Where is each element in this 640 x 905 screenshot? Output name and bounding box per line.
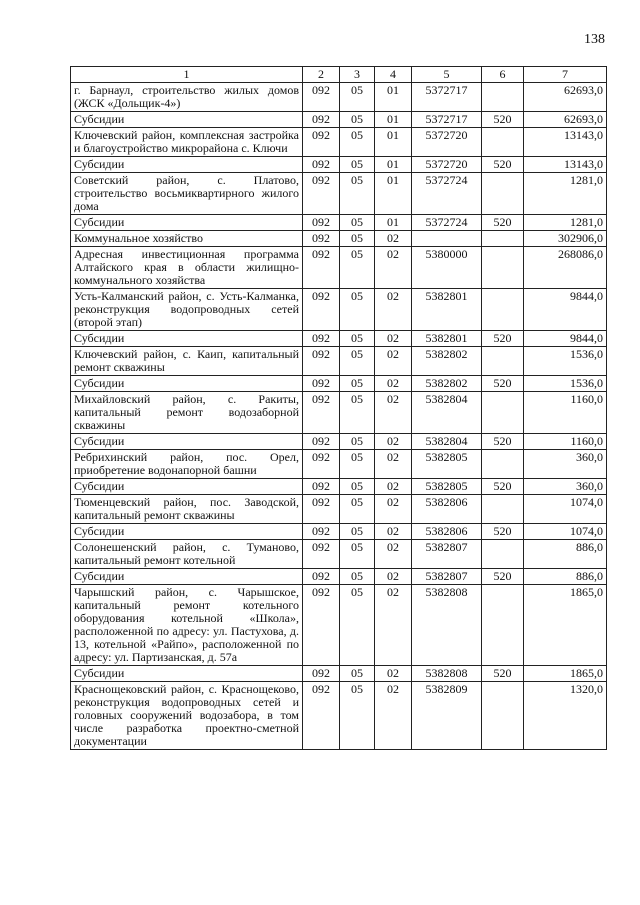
table-header-row xyxy=(71,67,607,83)
row-expense-type-cell xyxy=(482,289,524,331)
row-code-cell: 092 xyxy=(303,376,340,392)
column-header: 2 xyxy=(303,67,340,83)
row-target-item-cell: 5372724 xyxy=(412,215,482,231)
row-section-cell: 05 xyxy=(340,128,375,157)
row-amount-cell: 1865,0 xyxy=(524,585,607,666)
row-amount-cell: 1160,0 xyxy=(524,434,607,450)
row-target-item-cell: 5382808 xyxy=(412,585,482,666)
row-expense-type-cell xyxy=(482,173,524,215)
row-section-cell: 05 xyxy=(340,666,375,682)
budget-table xyxy=(70,66,607,750)
row-expense-type-cell xyxy=(482,682,524,750)
column-header: 1 xyxy=(71,67,303,83)
row-amount-cell: 1160,0 xyxy=(524,392,607,434)
table-row xyxy=(71,128,607,157)
row-subsection-cell: 02 xyxy=(375,376,412,392)
row-expense-type-cell xyxy=(482,247,524,289)
row-code-cell: 092 xyxy=(303,347,340,376)
row-description-cell: Тюменцевский район, пос. Заводской, капитальный ремонт скважины xyxy=(71,495,303,524)
row-description-cell: Субсидии xyxy=(71,666,303,682)
row-code-cell: 092 xyxy=(303,479,340,495)
row-description-cell: г. Барнаул, строительство жилых домов (ЖСК «Дольщик-4») xyxy=(71,83,303,112)
page-number: 138 xyxy=(584,32,605,47)
row-section-cell: 05 xyxy=(340,112,375,128)
row-subsection-cell: 02 xyxy=(375,666,412,682)
row-code-cell: 092 xyxy=(303,157,340,173)
table-row xyxy=(71,392,607,434)
row-subsection-cell: 02 xyxy=(375,347,412,376)
row-description-cell: Субсидии xyxy=(71,479,303,495)
table-row xyxy=(71,450,607,479)
row-expense-type-cell xyxy=(482,540,524,569)
table-row xyxy=(71,83,607,112)
row-section-cell: 05 xyxy=(340,331,375,347)
row-subsection-cell: 01 xyxy=(375,157,412,173)
row-description-cell: Ребрихинский район, пос. Орел, приобретение водонапорной башни xyxy=(71,450,303,479)
row-expense-type-cell xyxy=(482,231,524,247)
row-amount-cell: 62693,0 xyxy=(524,83,607,112)
row-section-cell: 05 xyxy=(340,231,375,247)
row-amount-cell: 62693,0 xyxy=(524,112,607,128)
row-description-cell: Субсидии xyxy=(71,112,303,128)
row-subsection-cell: 01 xyxy=(375,128,412,157)
row-target-item-cell: 5382808 xyxy=(412,666,482,682)
row-subsection-cell: 02 xyxy=(375,434,412,450)
row-expense-type-cell xyxy=(482,495,524,524)
row-amount-cell: 1865,0 xyxy=(524,666,607,682)
row-subsection-cell: 02 xyxy=(375,569,412,585)
row-target-item-cell: 5382801 xyxy=(412,331,482,347)
row-expense-type-cell xyxy=(482,83,524,112)
row-amount-cell: 13143,0 xyxy=(524,157,607,173)
row-code-cell: 092 xyxy=(303,450,340,479)
row-amount-cell: 9844,0 xyxy=(524,331,607,347)
row-description-cell: Субсидии xyxy=(71,376,303,392)
row-amount-cell: 302906,0 xyxy=(524,231,607,247)
row-code-cell: 092 xyxy=(303,585,340,666)
row-description-cell: Усть-Калманский район, с. Усть-Калманка, реконструкция водопроводных сетей (второй этап) xyxy=(71,289,303,331)
row-code-cell: 092 xyxy=(303,682,340,750)
row-amount-cell: 360,0 xyxy=(524,479,607,495)
row-expense-type-cell: 520 xyxy=(482,434,524,450)
row-amount-cell: 1281,0 xyxy=(524,215,607,231)
row-expense-type-cell: 520 xyxy=(482,376,524,392)
row-code-cell: 092 xyxy=(303,434,340,450)
table-row xyxy=(71,495,607,524)
row-section-cell: 05 xyxy=(340,434,375,450)
row-code-cell: 092 xyxy=(303,83,340,112)
row-subsection-cell: 01 xyxy=(375,112,412,128)
row-description-cell: Субсидии xyxy=(71,569,303,585)
row-description-cell: Краснощековский район, с. Краснощеково, реконструкция водопроводных сетей и головных сооружений водозабора, в том числе разработка проектно-сметной документации xyxy=(71,682,303,750)
column-header: 5 xyxy=(412,67,482,83)
row-target-item-cell: 5382806 xyxy=(412,495,482,524)
column-header: 4 xyxy=(375,67,412,83)
row-description-cell: Коммунальное хозяйство xyxy=(71,231,303,247)
row-subsection-cell: 02 xyxy=(375,495,412,524)
row-subsection-cell: 02 xyxy=(375,289,412,331)
row-description-cell: Субсидии xyxy=(71,157,303,173)
row-expense-type-cell: 520 xyxy=(482,479,524,495)
row-code-cell: 092 xyxy=(303,173,340,215)
row-target-item-cell: 5382802 xyxy=(412,376,482,392)
row-subsection-cell: 02 xyxy=(375,331,412,347)
row-amount-cell: 886,0 xyxy=(524,540,607,569)
table-row xyxy=(71,173,607,215)
row-code-cell: 092 xyxy=(303,392,340,434)
row-target-item-cell: 5382801 xyxy=(412,289,482,331)
table-row xyxy=(71,666,607,682)
row-expense-type-cell: 520 xyxy=(482,666,524,682)
row-code-cell: 092 xyxy=(303,231,340,247)
column-header: 6 xyxy=(482,67,524,83)
table-row xyxy=(71,569,607,585)
row-section-cell: 05 xyxy=(340,540,375,569)
row-expense-type-cell: 520 xyxy=(482,112,524,128)
table-row xyxy=(71,289,607,331)
row-target-item-cell: 5372717 xyxy=(412,112,482,128)
row-code-cell: 092 xyxy=(303,331,340,347)
table-row xyxy=(71,331,607,347)
column-header: 7 xyxy=(524,67,607,83)
table-row xyxy=(71,524,607,540)
column-header: 3 xyxy=(340,67,375,83)
row-code-cell: 092 xyxy=(303,215,340,231)
row-section-cell: 05 xyxy=(340,585,375,666)
row-target-item-cell xyxy=(412,231,482,247)
table-row xyxy=(71,585,607,666)
table-row xyxy=(71,479,607,495)
row-code-cell: 092 xyxy=(303,128,340,157)
row-amount-cell: 268086,0 xyxy=(524,247,607,289)
row-amount-cell: 360,0 xyxy=(524,450,607,479)
row-target-item-cell: 5382809 xyxy=(412,682,482,750)
row-section-cell: 05 xyxy=(340,173,375,215)
table-row xyxy=(71,112,607,128)
row-subsection-cell: 01 xyxy=(375,173,412,215)
table-row xyxy=(71,682,607,750)
row-amount-cell: 13143,0 xyxy=(524,128,607,157)
row-amount-cell: 1536,0 xyxy=(524,376,607,392)
row-target-item-cell: 5382805 xyxy=(412,450,482,479)
row-expense-type-cell xyxy=(482,128,524,157)
row-section-cell: 05 xyxy=(340,524,375,540)
row-subsection-cell: 02 xyxy=(375,524,412,540)
row-code-cell: 092 xyxy=(303,540,340,569)
row-amount-cell: 1074,0 xyxy=(524,495,607,524)
row-amount-cell: 9844,0 xyxy=(524,289,607,331)
row-code-cell: 092 xyxy=(303,247,340,289)
row-description-cell: Михайловский район, с. Ракиты, капитальный ремонт водозаборной скважины xyxy=(71,392,303,434)
row-code-cell: 092 xyxy=(303,289,340,331)
row-amount-cell: 1074,0 xyxy=(524,524,607,540)
row-expense-type-cell: 520 xyxy=(482,331,524,347)
row-subsection-cell: 02 xyxy=(375,450,412,479)
row-amount-cell: 886,0 xyxy=(524,569,607,585)
row-section-cell: 05 xyxy=(340,247,375,289)
row-expense-type-cell xyxy=(482,392,524,434)
row-section-cell: 05 xyxy=(340,157,375,173)
row-section-cell: 05 xyxy=(340,479,375,495)
row-code-cell: 092 xyxy=(303,524,340,540)
row-target-item-cell: 5372720 xyxy=(412,157,482,173)
row-section-cell: 05 xyxy=(340,376,375,392)
table-row xyxy=(71,157,607,173)
row-description-cell: Ключевский район, комплексная застройка и благоустройство микрорайона с. Ключи xyxy=(71,128,303,157)
row-section-cell: 05 xyxy=(340,495,375,524)
row-expense-type-cell xyxy=(482,347,524,376)
table-row xyxy=(71,434,607,450)
row-expense-type-cell: 520 xyxy=(482,157,524,173)
row-subsection-cell: 02 xyxy=(375,392,412,434)
row-subsection-cell: 02 xyxy=(375,585,412,666)
row-amount-cell: 1536,0 xyxy=(524,347,607,376)
row-subsection-cell: 02 xyxy=(375,540,412,569)
table-row xyxy=(71,247,607,289)
table-row xyxy=(71,376,607,392)
row-code-cell: 092 xyxy=(303,666,340,682)
row-target-item-cell: 5382807 xyxy=(412,540,482,569)
row-section-cell: 05 xyxy=(340,682,375,750)
row-target-item-cell: 5382802 xyxy=(412,347,482,376)
row-description-cell: Адресная инвестиционная программа Алтайского края в области жилищно-коммунального хозяйства xyxy=(71,247,303,289)
table-row xyxy=(71,231,607,247)
row-description-cell: Чарышский район, с. Чарышское, капитальный ремонт котельного оборудования котельной «Школа», расположенной по адресу: ул. Пастухова, д. 13, котельной «Райпо», расположенной по адресу: ул. Партизанская, д. 57а xyxy=(71,585,303,666)
row-description-cell: Субсидии xyxy=(71,434,303,450)
row-subsection-cell: 02 xyxy=(375,247,412,289)
row-code-cell: 092 xyxy=(303,569,340,585)
row-section-cell: 05 xyxy=(340,347,375,376)
row-expense-type-cell: 520 xyxy=(482,524,524,540)
row-amount-cell: 1320,0 xyxy=(524,682,607,750)
row-description-cell: Субсидии xyxy=(71,331,303,347)
row-target-item-cell: 5372717 xyxy=(412,83,482,112)
row-section-cell: 05 xyxy=(340,83,375,112)
row-code-cell: 092 xyxy=(303,495,340,524)
row-amount-cell: 1281,0 xyxy=(524,173,607,215)
table-row xyxy=(71,540,607,569)
row-section-cell: 05 xyxy=(340,450,375,479)
row-description-cell: Субсидии xyxy=(71,524,303,540)
row-section-cell: 05 xyxy=(340,569,375,585)
row-target-item-cell: 5380000 xyxy=(412,247,482,289)
table-row xyxy=(71,215,607,231)
row-expense-type-cell xyxy=(482,450,524,479)
row-target-item-cell: 5382805 xyxy=(412,479,482,495)
row-target-item-cell: 5382804 xyxy=(412,434,482,450)
row-subsection-cell: 02 xyxy=(375,231,412,247)
row-target-item-cell: 5372724 xyxy=(412,173,482,215)
row-subsection-cell: 01 xyxy=(375,83,412,112)
row-description-cell: Субсидии xyxy=(71,215,303,231)
row-subsection-cell: 01 xyxy=(375,215,412,231)
row-expense-type-cell xyxy=(482,585,524,666)
row-section-cell: 05 xyxy=(340,215,375,231)
table-row xyxy=(71,347,607,376)
row-target-item-cell: 5372720 xyxy=(412,128,482,157)
row-description-cell: Ключевский район, с. Каип, капитальный ремонт скважины xyxy=(71,347,303,376)
row-description-cell: Солонешенский район, с. Туманово, капитальный ремонт котельной xyxy=(71,540,303,569)
row-expense-type-cell: 520 xyxy=(482,215,524,231)
row-target-item-cell: 5382807 xyxy=(412,569,482,585)
row-target-item-cell: 5382804 xyxy=(412,392,482,434)
row-section-cell: 05 xyxy=(340,289,375,331)
row-section-cell: 05 xyxy=(340,392,375,434)
row-subsection-cell: 02 xyxy=(375,682,412,750)
row-target-item-cell: 5382806 xyxy=(412,524,482,540)
row-subsection-cell: 02 xyxy=(375,479,412,495)
row-description-cell: Советский район, с. Платово, строительство восьмиквартирного жилого дома xyxy=(71,173,303,215)
row-code-cell: 092 xyxy=(303,112,340,128)
row-expense-type-cell: 520 xyxy=(482,569,524,585)
